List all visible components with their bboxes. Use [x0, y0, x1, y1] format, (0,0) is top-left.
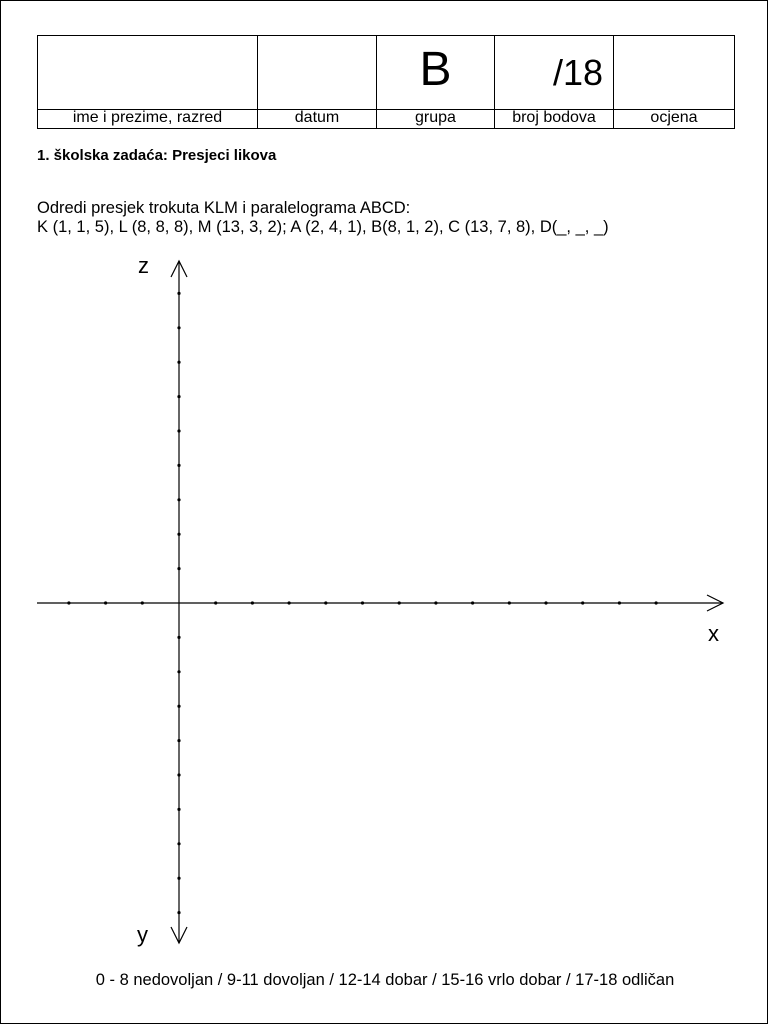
- x-axis-tick: [251, 601, 254, 604]
- x-axis-tick: [214, 601, 217, 604]
- x-axis-tick: [67, 601, 70, 604]
- y-axis-tick: [177, 911, 180, 914]
- group-letter: B: [377, 36, 495, 110]
- x-axis-tick: [324, 601, 327, 604]
- x-axis-tick: [434, 601, 437, 604]
- z-axis-tick: [177, 464, 180, 467]
- x-axis-tick: [398, 601, 401, 604]
- x-axis-tick: [618, 601, 621, 604]
- points-label: broj bodova: [495, 110, 614, 129]
- z-axis-tick: [177, 498, 180, 501]
- z-axis-tick: [177, 395, 180, 398]
- y-axis-tick: [177, 705, 180, 708]
- x-axis-tick: [544, 601, 547, 604]
- points-max: /18: [495, 36, 614, 110]
- y-axis-tick: [177, 842, 180, 845]
- y-axis-tick: [177, 670, 180, 673]
- z-axis-tick: [177, 533, 180, 536]
- coordinate-axes: [1, 1, 767, 1023]
- z-axis-tick: [177, 326, 180, 329]
- z-axis-tick: [177, 361, 180, 364]
- y-axis-tick: [177, 739, 180, 742]
- x-axis-tick: [104, 601, 107, 604]
- x-axis-tick: [361, 601, 364, 604]
- z-axis-tick: [177, 429, 180, 432]
- x-axis-label: x: [708, 621, 719, 646]
- y-axis-tick: [177, 636, 180, 639]
- task-points: K (1, 1, 5), L (8, 8, 8), M (13, 3, 2); A (2, 4, 1), B(8, 1, 2), C (13, 7, 8), D(_, _, _): [37, 218, 609, 236]
- grading-scale: 0 - 8 nedovoljan / 9-11 dovoljan / 12-14 dobar / 15-16 vrlo dobar / 17-18 odličan: [95, 971, 675, 989]
- x-axis-tick: [581, 601, 584, 604]
- y-axis-label: y: [137, 922, 148, 947]
- task-instruction: Odredi presjek trokuta KLM i paralelograma ABCD:: [37, 199, 411, 217]
- y-axis-tick: [177, 808, 180, 811]
- task-title: 1. školska zadaća: Presjeci likova: [37, 147, 277, 164]
- grade-label: ocjena: [614, 110, 735, 129]
- date-label: datum: [258, 110, 377, 129]
- x-axis-tick: [655, 601, 658, 604]
- x-axis-tick: [288, 601, 291, 604]
- y-axis-tick: [177, 877, 180, 880]
- y-axis-tick: [177, 773, 180, 776]
- x-axis-tick: [508, 601, 511, 604]
- z-axis-tick: [177, 567, 180, 570]
- x-axis-tick: [471, 601, 474, 604]
- x-axis-tick: [141, 601, 144, 604]
- name-label: ime i prezime, razred: [38, 110, 258, 129]
- z-axis-tick: [177, 292, 180, 295]
- group-label: grupa: [377, 110, 495, 129]
- z-axis-label: z: [138, 253, 149, 278]
